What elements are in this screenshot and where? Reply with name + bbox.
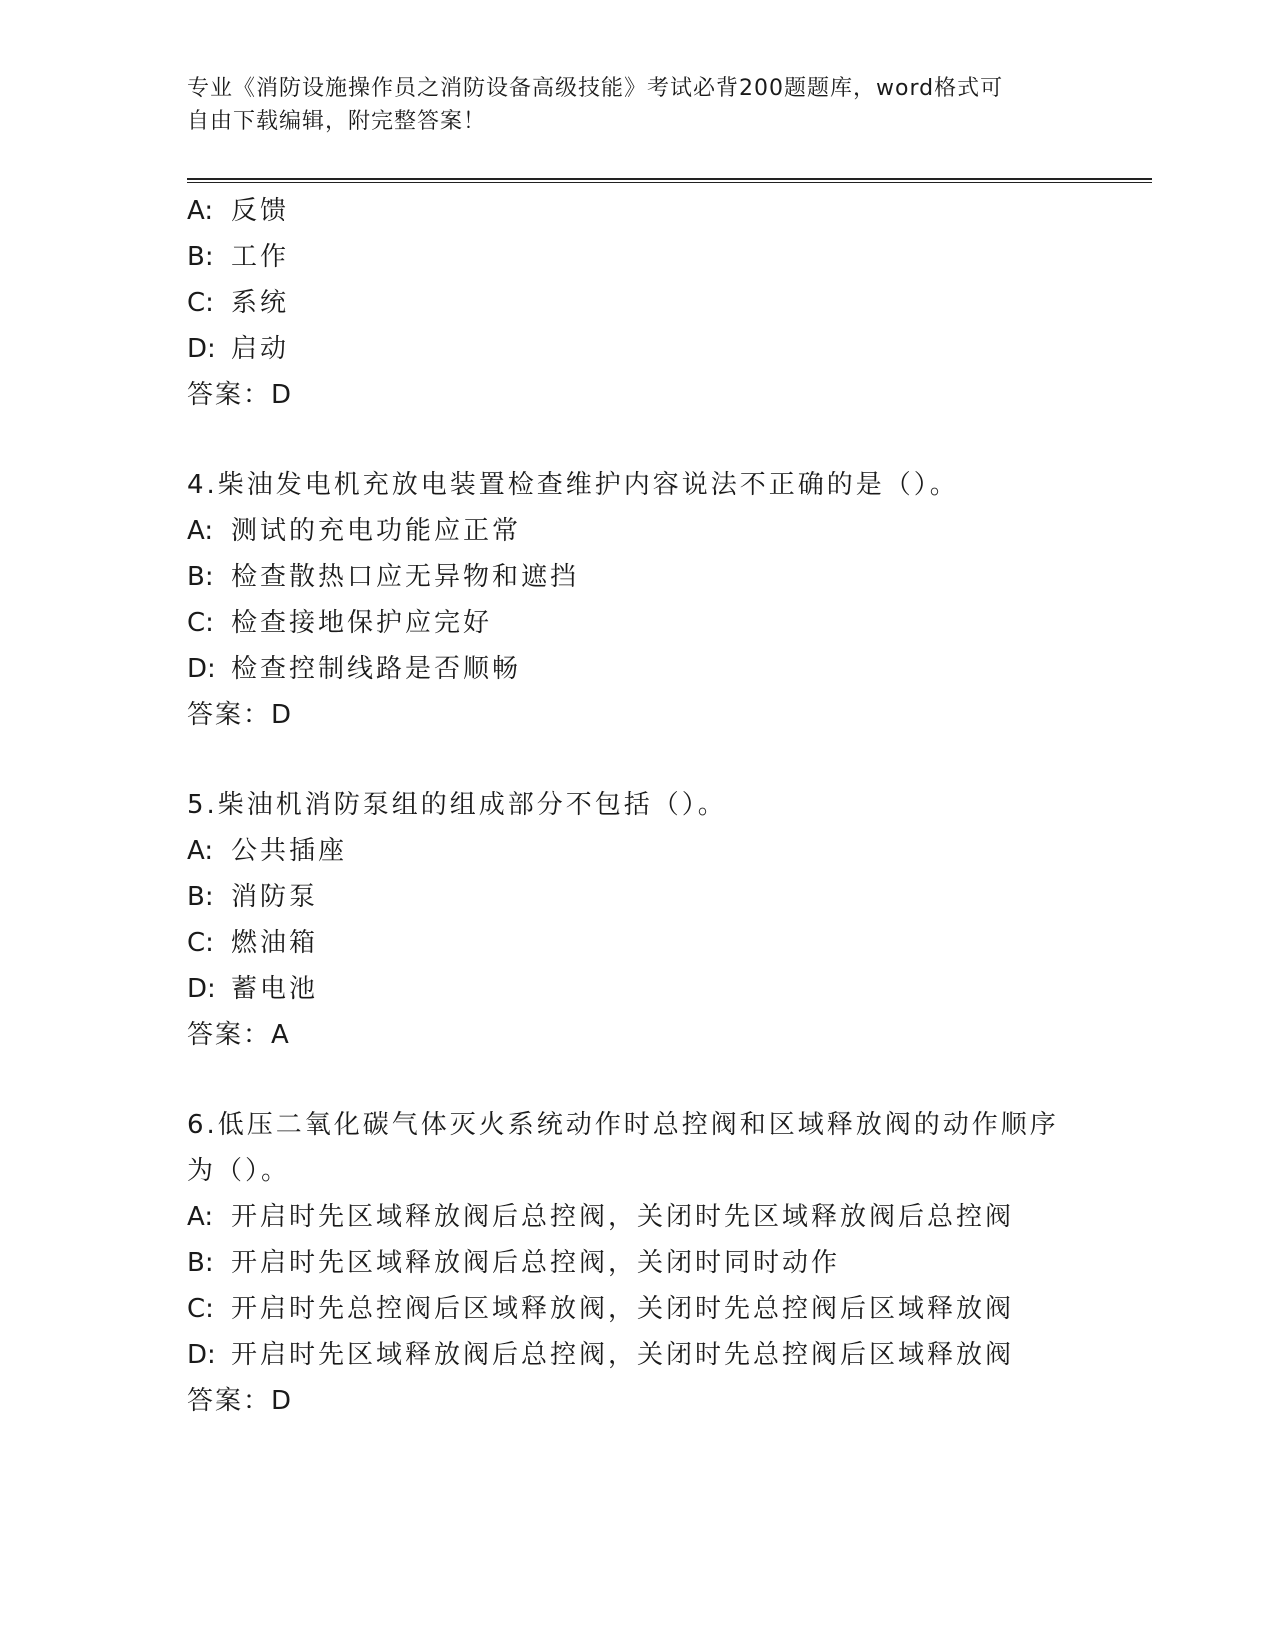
option-text: 工作 <box>231 242 290 272</box>
header-divider-thick <box>187 178 1152 180</box>
option-text: 系统 <box>231 288 290 318</box>
document-header <box>187 72 1067 138</box>
option-prefix: A: <box>187 196 214 226</box>
option-prefix: B: <box>187 882 214 912</box>
option-text: 消防泵 <box>231 882 319 912</box>
answer-line: 答案：D <box>187 700 294 730</box>
option-b <box>187 1240 1087 1286</box>
header-divider-thin <box>187 182 1152 183</box>
option-prefix: A: <box>187 516 214 546</box>
option-prefix: B: <box>187 1248 214 1278</box>
answer-line: 答案：A <box>187 1020 291 1050</box>
option-text: 测试的充电功能应正常 <box>231 516 522 546</box>
option-b <box>187 874 1087 920</box>
question-stem: 5.柴油机消防泵组的组成部分不包括（）。 <box>187 790 727 820</box>
option-d <box>187 1332 1087 1378</box>
header-line-2: 自由下载编辑，附完整答案！ <box>187 109 487 134</box>
option-text: 开启时先总控阀后区域释放阀，关闭时先总控阀后区域释放阀 <box>231 1294 1015 1324</box>
option-c <box>187 600 1087 646</box>
option-text: 蓄电池 <box>231 974 319 1004</box>
option-d <box>187 966 1087 1012</box>
option-prefix: B: <box>187 242 214 272</box>
option-text: 启动 <box>231 334 290 364</box>
option-text: 开启时先区域释放阀后总控阀，关闭时同时动作 <box>231 1248 841 1278</box>
option-prefix: A: <box>187 1202 214 1232</box>
option-prefix: A: <box>187 836 214 866</box>
option-c <box>187 920 1087 966</box>
option-text: 检查控制线路是否顺畅 <box>231 654 522 684</box>
question-6 <box>187 1102 1087 1424</box>
option-text: 公共插座 <box>231 836 348 866</box>
option-b <box>187 234 1087 280</box>
option-text: 开启时先区域释放阀后总控阀，关闭时先总控阀后区域释放阀 <box>231 1340 1015 1370</box>
option-prefix: B: <box>187 562 214 592</box>
option-text: 燃油箱 <box>231 928 319 958</box>
answer-line: 答案：D <box>187 380 294 410</box>
question-stem: 4.柴油发电机充放电装置检查维护内容说法不正确的是（）。 <box>187 470 959 500</box>
option-prefix: D: <box>187 654 216 684</box>
option-text: 反馈 <box>231 196 290 226</box>
option-prefix: D: <box>187 334 216 364</box>
option-a <box>187 508 1087 554</box>
option-c <box>187 1286 1087 1332</box>
option-prefix: C: <box>187 928 214 958</box>
question-stem-line-2: 为（）。 <box>187 1156 291 1186</box>
option-a <box>187 828 1087 874</box>
question-5 <box>187 782 1087 1058</box>
option-text: 检查接地保护应完好 <box>231 608 493 638</box>
option-a <box>187 188 1087 234</box>
header-line-1: 专业《消防设施操作员之消防设备高级技能》考试必背200题题库，word格式可 <box>187 76 1004 101</box>
question-stem-line-1: 6.低压二氧化碳气体灭火系统动作时总控阀和区域释放阀的动作顺序 <box>187 1110 1059 1140</box>
option-d <box>187 326 1087 372</box>
option-b <box>187 554 1087 600</box>
option-prefix: C: <box>187 608 214 638</box>
question-3-continued <box>187 188 1087 418</box>
option-a <box>187 1194 1087 1240</box>
option-text: 开启时先区域释放阀后总控阀，关闭时先区域释放阀后总控阀 <box>231 1202 1015 1232</box>
question-4 <box>187 462 1087 738</box>
option-prefix: D: <box>187 1340 216 1370</box>
question-list <box>187 188 1087 1424</box>
option-prefix: C: <box>187 1294 214 1324</box>
option-prefix: D: <box>187 974 216 1004</box>
option-c <box>187 280 1087 326</box>
option-d <box>187 646 1087 692</box>
option-text: 检查散热口应无异物和遮挡 <box>231 562 580 592</box>
option-prefix: C: <box>187 288 214 318</box>
answer-line: 答案：D <box>187 1386 294 1416</box>
